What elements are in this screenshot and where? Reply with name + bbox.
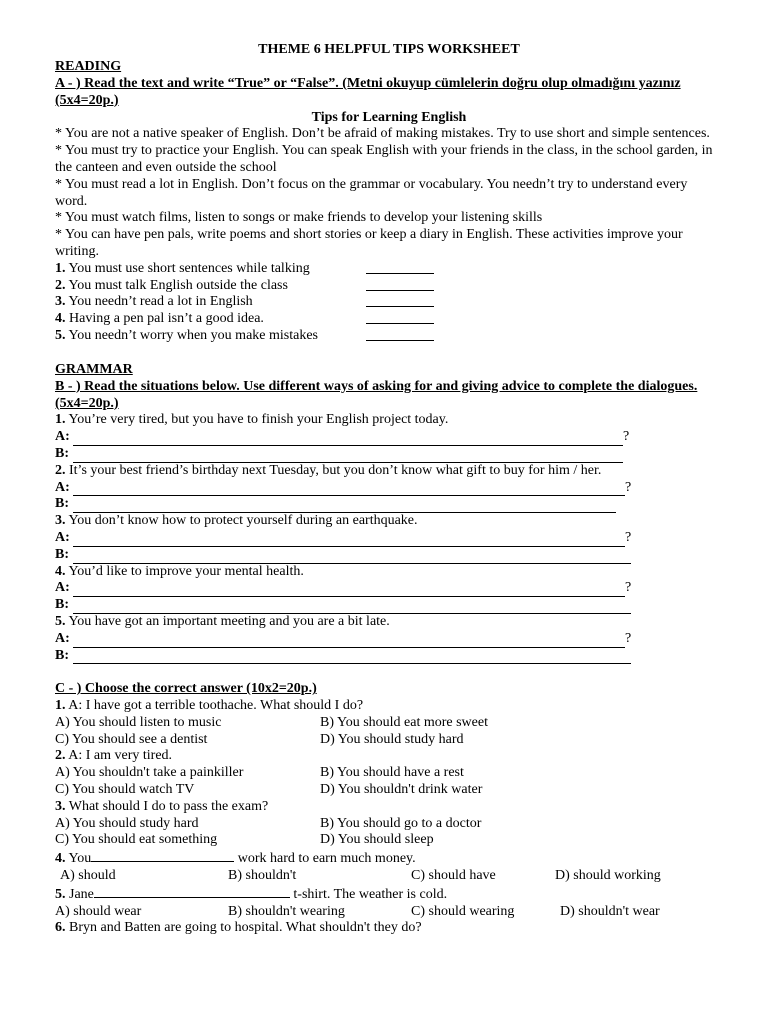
question-prompt: 6. Bryn and Batten are going to hospital. What shouldn't they do?: [55, 920, 422, 936]
answer-line[interactable]: [73, 483, 625, 496]
dialogue-line-b: B:: [55, 597, 723, 614]
question-prompt: 4. You work hard to earn much money.: [55, 851, 416, 867]
option-d[interactable]: D) should working: [555, 868, 661, 884]
reading-paragraph: * You must try to practice your English. You can speak English with your friends in the class, in the school garden, in the canteen and even outside the school: [55, 143, 713, 175]
answer-options: [55, 732, 723, 749]
answer-options: [55, 715, 723, 732]
option-c[interactable]: C) should have: [411, 868, 496, 884]
dialogue-line-b: B:: [55, 547, 723, 564]
answer-options: [55, 816, 723, 833]
option-a[interactable]: A) You should study hard: [55, 815, 199, 831]
option-c[interactable]: C) You should eat something: [55, 832, 218, 848]
situation-prompt: 5. You have got an important meeting and you are a bit late.: [55, 613, 390, 629]
option-c[interactable]: C) You should see a dentist: [55, 731, 208, 747]
reading-text-title: Tips for Learning English: [311, 109, 467, 125]
option-a[interactable]: A) should wear: [55, 903, 142, 919]
option-d[interactable]: D) You should sleep: [320, 832, 434, 848]
reading-paragraph: * You must watch films, listen to songs or make friends to develop your listening skills: [55, 210, 543, 226]
true-false-statement: 4. Having a pen pal isn’t a good idea.: [55, 311, 723, 328]
situation-prompt: 4. You’d like to improve your mental health.: [55, 563, 304, 579]
fill-in-blank[interactable]: [91, 849, 234, 862]
dialogue-line-b: B:: [55, 496, 723, 513]
option-d[interactable]: D) You should study hard: [320, 731, 464, 747]
answer-options: [55, 868, 723, 885]
answer-blank[interactable]: [366, 261, 434, 274]
true-false-statement: 2. You must talk English outside the class: [55, 278, 723, 295]
option-b[interactable]: B) shouldn't: [228, 868, 297, 884]
dialogue-line-a: A: ?: [55, 529, 632, 545]
dialogue-line-b: B:: [55, 446, 723, 463]
answer-blank[interactable]: [366, 294, 434, 307]
option-b[interactable]: B) You should go to a doctor: [320, 815, 482, 831]
answer-options: [55, 904, 723, 921]
true-false-statement: 3. You needn’t read a lot in English: [55, 294, 723, 311]
reading-heading: READING: [55, 59, 122, 74]
answer-options: [55, 832, 723, 849]
option-c[interactable]: C) You should watch TV: [55, 782, 195, 798]
choice-instruction: C - ) Choose the correct answer (10x2=20p.): [55, 681, 317, 697]
option-a[interactable]: A) You should listen to music: [55, 714, 222, 730]
true-false-statement: 1. You must use short sentences while talking: [55, 261, 723, 278]
answer-line[interactable]: [73, 635, 625, 648]
answer-blank[interactable]: [366, 311, 434, 324]
reading-paragraph: * You are not a native speaker of English. Don’t be afraid of making mistakes. Try to use short and simple sentences.: [55, 126, 710, 142]
reading-paragraph: * You must read a lot in English. Don’t focus on the grammar or vocabulary. You needn’t try to understand every word.: [55, 176, 688, 209]
reading-paragraph: * You can have pen pals, write poems and short stories or keep a diary in English. These activities improve your writing.: [55, 227, 683, 259]
dialogue-line-a: A: ?: [55, 580, 632, 596]
question-prompt: 5. Jane t-shirt. The weather is cold.: [55, 886, 448, 902]
option-a[interactable]: A) should: [60, 868, 116, 884]
dialogue-line-a: A: ?: [55, 429, 630, 445]
option-b[interactable]: B) You should eat more sweet: [320, 714, 488, 730]
answer-line[interactable]: [73, 450, 623, 463]
dialogue-line-a: A: ?: [55, 630, 632, 646]
answer-line[interactable]: [73, 433, 623, 446]
answer-line[interactable]: [73, 651, 631, 664]
option-b[interactable]: B) You should have a rest: [320, 765, 464, 781]
option-b[interactable]: B) shouldn't wearing: [228, 903, 345, 919]
option-d[interactable]: D) You shouldn't drink water: [320, 782, 483, 798]
dialogue-line-b: B:: [55, 648, 723, 665]
answer-line[interactable]: [73, 584, 625, 597]
answer-options: [55, 765, 723, 782]
answer-line[interactable]: [73, 534, 625, 547]
question-prompt: 3. What should I do to pass the exam?: [55, 798, 269, 814]
worksheet-page: [55, 42, 723, 937]
dialogue-line-a: A: ?: [55, 479, 632, 495]
situation-prompt: 1. You’re very tired, but you have to finish your English project today.: [55, 412, 449, 428]
option-a[interactable]: A) You shouldn't take a painkiller: [55, 765, 244, 781]
answer-line[interactable]: [73, 500, 616, 513]
question-prompt: 2. A: I am very tired.: [55, 748, 173, 764]
answer-options: [55, 782, 723, 799]
question-prompt: 1. A: I have got a terrible toothache. What should I do?: [55, 698, 364, 714]
option-d[interactable]: D) shouldn't wear: [560, 903, 660, 919]
answer-line[interactable]: [73, 601, 631, 614]
worksheet-title: THEME 6 HELPFUL TIPS WORKSHEET: [258, 42, 520, 57]
answer-blank[interactable]: [366, 328, 434, 341]
situation-prompt: 2. It’s your best friend’s birthday next Tuesday, but you don’t know what gift to buy for him / her.: [55, 462, 602, 478]
situation-prompt: 3. You don’t know how to protect yourself during an earthquake.: [55, 513, 418, 529]
fill-in-blank[interactable]: [94, 885, 290, 898]
option-c[interactable]: C) should wearing: [411, 903, 515, 919]
true-false-statement: 5. You needn’t worry when you make mistakes: [55, 328, 723, 345]
answer-line[interactable]: [73, 551, 631, 564]
reading-instruction: A - ) Read the text and write “True” or “False”. (Metni okuyup cümlelerin doğru olup olmadığını yazınız (5x4=20p.): [55, 76, 681, 108]
grammar-heading: GRAMMAR: [55, 361, 133, 377]
grammar-instruction: B - ) Read the situations below. Use different ways of asking for and giving advice to complete the dialogues. (5x4=20p.): [55, 378, 698, 411]
answer-blank[interactable]: [366, 278, 434, 291]
